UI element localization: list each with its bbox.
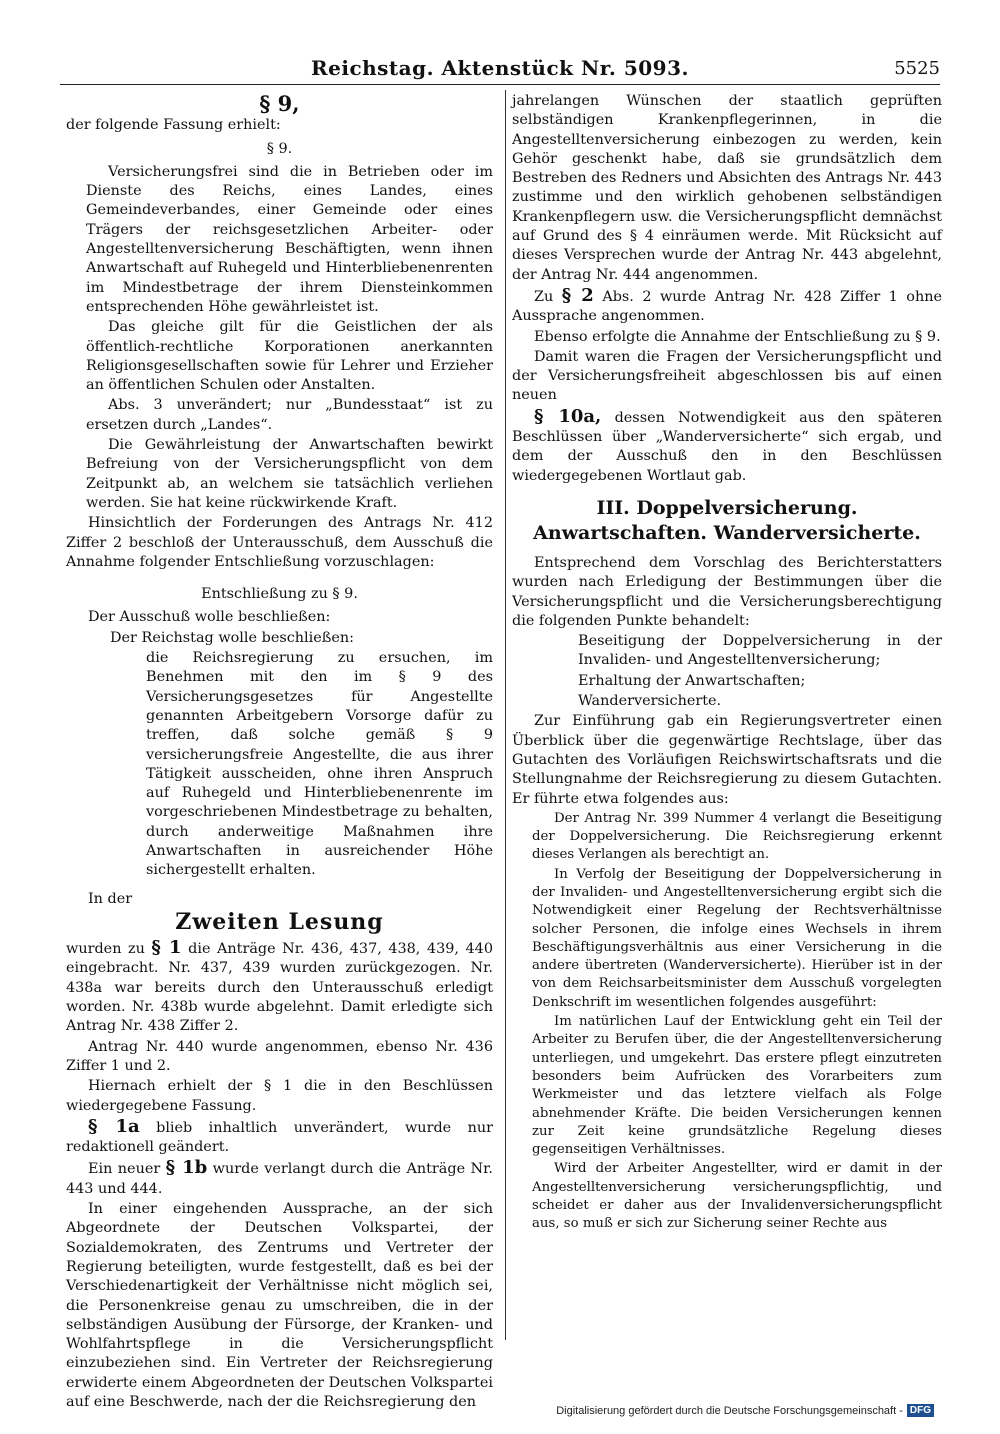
- left-column: [66, 92, 493, 1413]
- paragraph-symbol: § 1b: [165, 1157, 208, 1179]
- quote-paragraph-1: Der Antrag Nr. 399 Nummer 4 verlangt die Beseitigung der Doppelversicherung. Die Reichsregierung erkennt dieses Verlangen als berechtigt an.: [532, 810, 942, 863]
- in-der-line: In der: [88, 890, 133, 907]
- topic-list-item: Wanderversicherte.: [578, 693, 722, 710]
- quote-paragraph-2: In Verfolg der Beseitigung der Doppelversicherung in der Invaliden- und Angestelltenversicherung ergibt sich die Notwendigkeit einer Regelung der Rechtsverhältnisse solcher Personen, die infolge eines Wechsels in ihrem Beschäftigungsverhältnis aus einer Versicherung in die andere übertreten (Wanderversicherte). Hierüber ist in der von dem Reichsarbeitsminister dem Ausschuß vorgelegten Denkschrift im wesentlichen folgendes ausgeführt:: [532, 866, 942, 1010]
- damit-paragraph: Damit waren die Fragen der Versicherungspflicht und der Versicherungsfreiheit abgeschlossen bis auf einen neuen: [512, 348, 942, 404]
- entschliessung-text: die Reichsregierung zu ersuchen, im Benehmen mit den im § 9 des Versicherungsgesetzes für Angestellte genannten Arbeitgebern Vorsorge dafür zu treffen, daß solche gemäß § 9 versicherungsfreie Angestellte, die aus ihrer Tätigkeit ausscheiden, ohne ihren Anspruch auf Ruhegeld und Hinterbliebenenrente im vorgeschriebenen Mindestbetrage zu behalten, durch anderweitige Maßnahmen ihre Anwartschaften in ausreichender Höhe sichergestellt erhalten.: [146, 650, 493, 879]
- lesung-paragraph-1: wurden zu § 1 die Anträge Nr. 436, 437, 438, 439, 440 eingebracht. Nr. 437, 439 wurden zurückgezogen. Nr. 438a war bereits durch den Unterausschuß erledigt worden. Nr. 438b wurde abgelehnt. Damit erledigte sich Antrag Nr. 438 Ziffer 2.: [66, 937, 493, 1035]
- section-9-text-1: Versicherungsfrei sind die in Betrieben oder im Dienste des Reichs, eines Landes, eines Gemeindeverbandes, einer Gemeinde oder eines Trägers der reichsgesetzlichen Arbeiter- oder Angestelltenversicherung Beschäftigten, wenn ihnen Anwartschaft auf Ruhegeld und Hinterbliebenenrenten im Mindestbetrage der ihrem Diensteinkommen entsprechenden Höhe gewährleistet ist.: [86, 163, 493, 315]
- lesung-paragraph-3: Hiernach erhielt der § 1 die in den Beschlüssen wiedergegebene Fassung.: [66, 1078, 493, 1114]
- page-number: 5525: [894, 58, 940, 79]
- header-rule: [60, 84, 940, 85]
- section-9-intro: der folgende Fassung erhielt:: [66, 117, 281, 134]
- digitization-footer: [556, 1404, 934, 1417]
- page-header: [60, 56, 940, 86]
- quote-paragraph-4: Wird der Arbeiter Angestellter, wird er damit in der Angestelltenversicherung versicherungspflichtig, und scheidet er daher aus der Invalidenversicherungspflicht aus, so muß er sich zur Sicherung seiner Rechte aus: [532, 1161, 942, 1232]
- section-9-text-2: Das gleiche gilt für die Geistlichen der als öffentlich-rechtliche Korporationen anerkannten Religionsgesellschaften sowie für Lehrer und Erzieher an öffentlichen Schulen oder Anstalten.: [86, 319, 493, 394]
- hinsichtlich-paragraph: Hinsichtlich der Forderungen des Antrags Nr. 412 Ziffer 2 beschloß der Unterausschuß, dem Ausschuß die Annahme folgender Entschließung vorzuschlagen:: [66, 515, 493, 570]
- running-title: Reichstag. Aktenstück Nr. 5093.: [311, 56, 689, 80]
- section-iii-heading: III. Doppelversicherung. Anwartschaften. Wanderversicherte.: [533, 496, 921, 544]
- ebenso-paragraph: Ebenso erfolgte die Annahme der Entschließung zu § 9.: [534, 328, 941, 345]
- entsprechend-paragraph: Entsprechend dem Vorschlag des Berichterstatters wurden nach Erledigung der Bestimmungen über die Versicherungspflicht und die Versicherungsberechtigung die folgenden Punkte behandelt:: [512, 554, 942, 629]
- paragraph-symbol: § 10a,: [534, 405, 602, 427]
- section-9-text-4: Die Gewährleistung der Anwartschaften bewirkt Befreiung von der Versicherungspflicht von dem Zeitpunkt ab, an welchem sie tatsächlich verliehen werden. Sie hat keine rückwirkende Kraft.: [86, 437, 493, 511]
- right-column: [512, 92, 942, 1235]
- paragraph-symbol: § 1: [151, 937, 182, 959]
- reichstag-line: Der Reichstag wolle beschließen:: [110, 629, 355, 646]
- section-9-text-3: Abs. 3 unverändert; nur „Bundesstaat“ ist zu ersetzen durch „Landes“.: [86, 397, 493, 433]
- section-2-paragraph: Zu § 2 Abs. 2 wurde Antrag Nr. 428 Ziffer 1 ohne Aussprache angenommen.: [512, 284, 943, 325]
- lesung-paragraph-6: In einer eingehenden Aussprache, an der sich Abgeordnete der Deutschen Volkspartei, der Sozialdemokraten, des Zentrums und Vertreter der Regierung beteiligten, wurde festgestellt, daß es bei der Verschiedenartigkeit der Verhältnisse nicht möglich sei, die Personenkreise genau zu umschreiben, die in der selbständigen Ausübung der Fürsorge, der Kranken- und Wohlfahrtspflege in die Versicherungspflicht einzubeziehen sind. Ein Vertreter der Reichsregierung erwiderte einem Abgeordneten der Deutschen Volkspartei auf eine Beschwerde, nach der die Reichsregierung den: [66, 1201, 493, 1410]
- paragraph-symbol: § 2: [561, 284, 594, 306]
- topic-list-item: Beseitigung der Doppelversicherung in der Invaliden- und Angestelltenversicherung;: [578, 633, 942, 669]
- section-10a-paragraph: § 10a, dessen Notwendigkeit aus den späteren Beschlüssen über „Wanderversicherte“ sich ergab, und dem der Ausschuß den in den Beschlüssen wiedergegebenen Wortlaut gab.: [512, 405, 942, 484]
- paragraph-symbol: § 1a: [88, 1115, 140, 1137]
- lesung-paragraph-5: Ein neuer § 1b wurde verlangt durch die Anträge Nr. 443 und 444.: [66, 1157, 493, 1197]
- zweite-lesung-heading: Zweiten Lesung: [175, 908, 384, 935]
- ausschuss-line: Der Ausschuß wolle beschließen:: [88, 609, 331, 626]
- column-divider: [505, 90, 506, 1340]
- topic-list-item: Erhaltung der Anwartschaften;: [578, 672, 806, 689]
- einfuehrung-paragraph: Zur Einführung gab ein Regierungsvertreter einen Überblick über die gegenwärtige Rechtslage, über das Gutachten des Vorläufigen Reichswirtschaftsrats und die Stellungnahme der Reichsregierung zu diesem Gutachten. Er führte etwa folgendes aus:: [512, 713, 942, 807]
- dfg-logo: DFG: [907, 1404, 934, 1417]
- entschliessung-heading: Entschließung zu § 9.: [201, 586, 358, 603]
- section-9-heading: § 9,: [259, 91, 300, 116]
- section-9-subheading: § 9.: [266, 140, 293, 157]
- continuation-paragraph: jahrelangen Wünschen der staatlich geprüften selbständigen Krankenpflegerinnen, in die Angestelltenversicherung einbezogen zu werden, kein Gehör geschenkt habe, daß sie grundsätzlich dem Bestreben des Redners und Absichten des Antrags Nr. 443 zustimme und den wirklich gehobenen selbständigen Krankenpflegern usw. die Versicherungspflicht demnächst auf Grund des § 4 einräumen werde. Mit Rücksicht auf dieses Versprechen wurde der Antrag Nr. 443 abgelehnt, der Antrag Nr. 444 angenommen.: [512, 93, 942, 283]
- footer-text: Digitalisierung gefördert durch die Deutsche Forschungsgemeinschaft -: [556, 1404, 903, 1417]
- lesung-paragraph-4: § 1a blieb inhaltlich unverändert, wurde nur redaktionell geändert.: [66, 1115, 493, 1156]
- quote-paragraph-3: Im natürlichen Lauf der Entwicklung geht ein Teil der Arbeiter zu Berufen über, die der Angestelltenversicherung unterliegen, und umgekehrt. Das erstere pflegt einzutreten besonders beim Aufrücken des Vorarbeiters zum Werkmeister und das letztere vielfach als Folge abnehmender Kräfte. Die beiden Versicherungen kennen zur Zeit keine grundsätzliche Regelung dieses gegenseitigen Verhältnisses.: [532, 1014, 942, 1158]
- lesung-paragraph-2: Antrag Nr. 440 wurde angenommen, ebenso Nr. 436 Ziffer 1 und 2.: [66, 1038, 493, 1074]
